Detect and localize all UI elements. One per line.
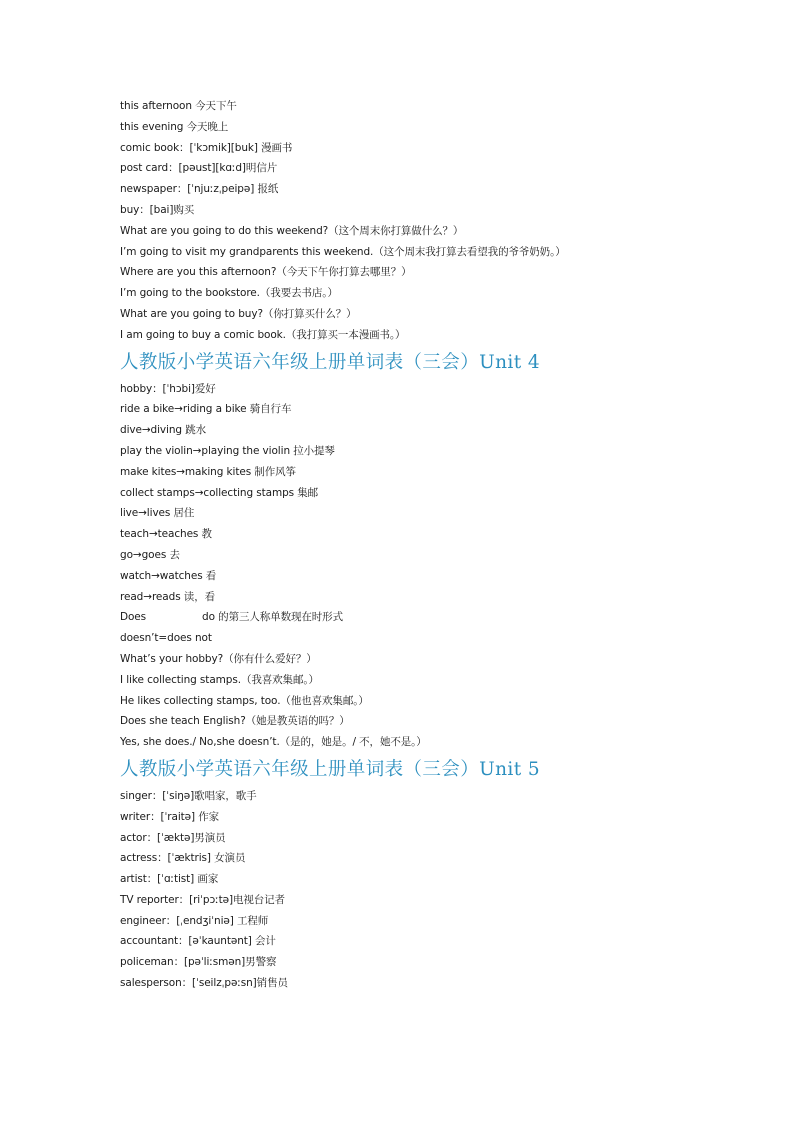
- vocab-line: make kites→making kites 制作风筝: [120, 465, 296, 478]
- vocab-line: engineer：[ˌendʒiˈniə] 工程师: [120, 914, 269, 927]
- vocab-line: hobby：[ˈhɔbi]爱好: [120, 382, 216, 395]
- sentence-line: What’s your hobby?（你有什么爱好？）: [120, 652, 317, 665]
- vocab-line: play the violin→playing the violin 拉小提琴: [120, 444, 335, 457]
- sentence-line: What are you going to buy?（你打算买什么？）: [120, 307, 357, 320]
- vocab-line: this afternoon 今天下午: [120, 100, 237, 112]
- vocab-line: dive→diving 跳水: [120, 424, 207, 437]
- unit5-heading: 人教版小学英语六年级上册单词表（三会）Unit 5: [120, 758, 541, 780]
- sentence-line: I like collecting stamps.（我喜欢集邮。）: [120, 673, 319, 686]
- does-description: do 的第三人称单数现在时形式: [202, 611, 343, 624]
- unit4-heading: 人教版小学英语六年级上册单词表（三会）Unit 4: [120, 351, 541, 373]
- vocab-line: go→goes 去: [120, 548, 180, 561]
- sentence-line: He likes collecting stamps, too.（他也喜欢集邮。）: [120, 694, 369, 707]
- unit5-section: [120, 786, 720, 994]
- vocab-line: writer：[ˈraitə] 作家: [120, 810, 220, 823]
- does-word: Does: [120, 611, 147, 624]
- vocab-line: post card：[pəust][kɑːd]明信片: [120, 162, 278, 175]
- vocab-line: teach→teaches 教: [120, 528, 212, 541]
- vocab-line: artist：[ˈɑːtist] 画家: [120, 873, 219, 886]
- sentence-line: I’m going to visit my grandparents this weekend.（这个周末我打算去看望我的爷爷奶奶。）: [120, 245, 566, 258]
- vocab-line: watch→watches 看: [120, 569, 217, 582]
- vocab-line: ride a bike→riding a bike 骑自行车: [120, 403, 292, 416]
- vocab-line: comic book：[ˈkɔmik][buk] 漫画书: [120, 141, 293, 154]
- unit4-section: [120, 379, 720, 753]
- sentence-line: Does she teach English?（她是教英语的吗？）: [120, 715, 350, 728]
- vocab-line: doesn’t=does not: [120, 632, 212, 645]
- vocab-line: salesperson：[ˈseilzˌpəːsn]销售员: [120, 977, 288, 990]
- vocab-line: buy：[bai]购买: [120, 203, 195, 216]
- section-top: [120, 96, 720, 346]
- sentence-line: Where are you this afternoon?（今天下午你打算去哪里？）: [120, 266, 412, 279]
- vocab-line: policeman：[pəˈliːsmən]男警察: [120, 956, 277, 969]
- vocab-line: this evening 今天晚上: [120, 120, 229, 133]
- vocab-line-does: [120, 607, 720, 628]
- vocab-line: actor：[ˈæktə]男演员: [120, 831, 226, 844]
- vocab-line: newspaper：[ˈnjuːzˌpeipə] 报纸: [120, 183, 279, 196]
- sentence-line: I am going to buy a comic book.（我打算买一本漫画书。）: [120, 328, 406, 341]
- sentence-line: What are you going to do this weekend?（这个周末你打算做什么？）: [120, 224, 464, 237]
- vocab-line: TV reporter：[riˈpɔːtə]电视台记者: [120, 893, 285, 906]
- vocab-line: accountant：[əˈkauntənt] 会计: [120, 935, 276, 948]
- vocab-line: singer：[ˈsiŋə]歌唱家，歌手: [120, 789, 257, 802]
- vocab-line: read→reads 读，看: [120, 590, 215, 603]
- document-page: [120, 96, 720, 994]
- vocab-line: live→lives 居住: [120, 507, 195, 520]
- sentence-line: Yes, she does./ No,she doesn’t.（是的，她是。/ 不，她不是。）: [120, 736, 427, 749]
- sentence-line: I’m going to the bookstore.（我要去书店。）: [120, 287, 338, 300]
- vocab-line: collect stamps→collecting stamps 集邮: [120, 486, 319, 499]
- vocab-line: actress：[ˈæktris] 女演员: [120, 852, 246, 865]
